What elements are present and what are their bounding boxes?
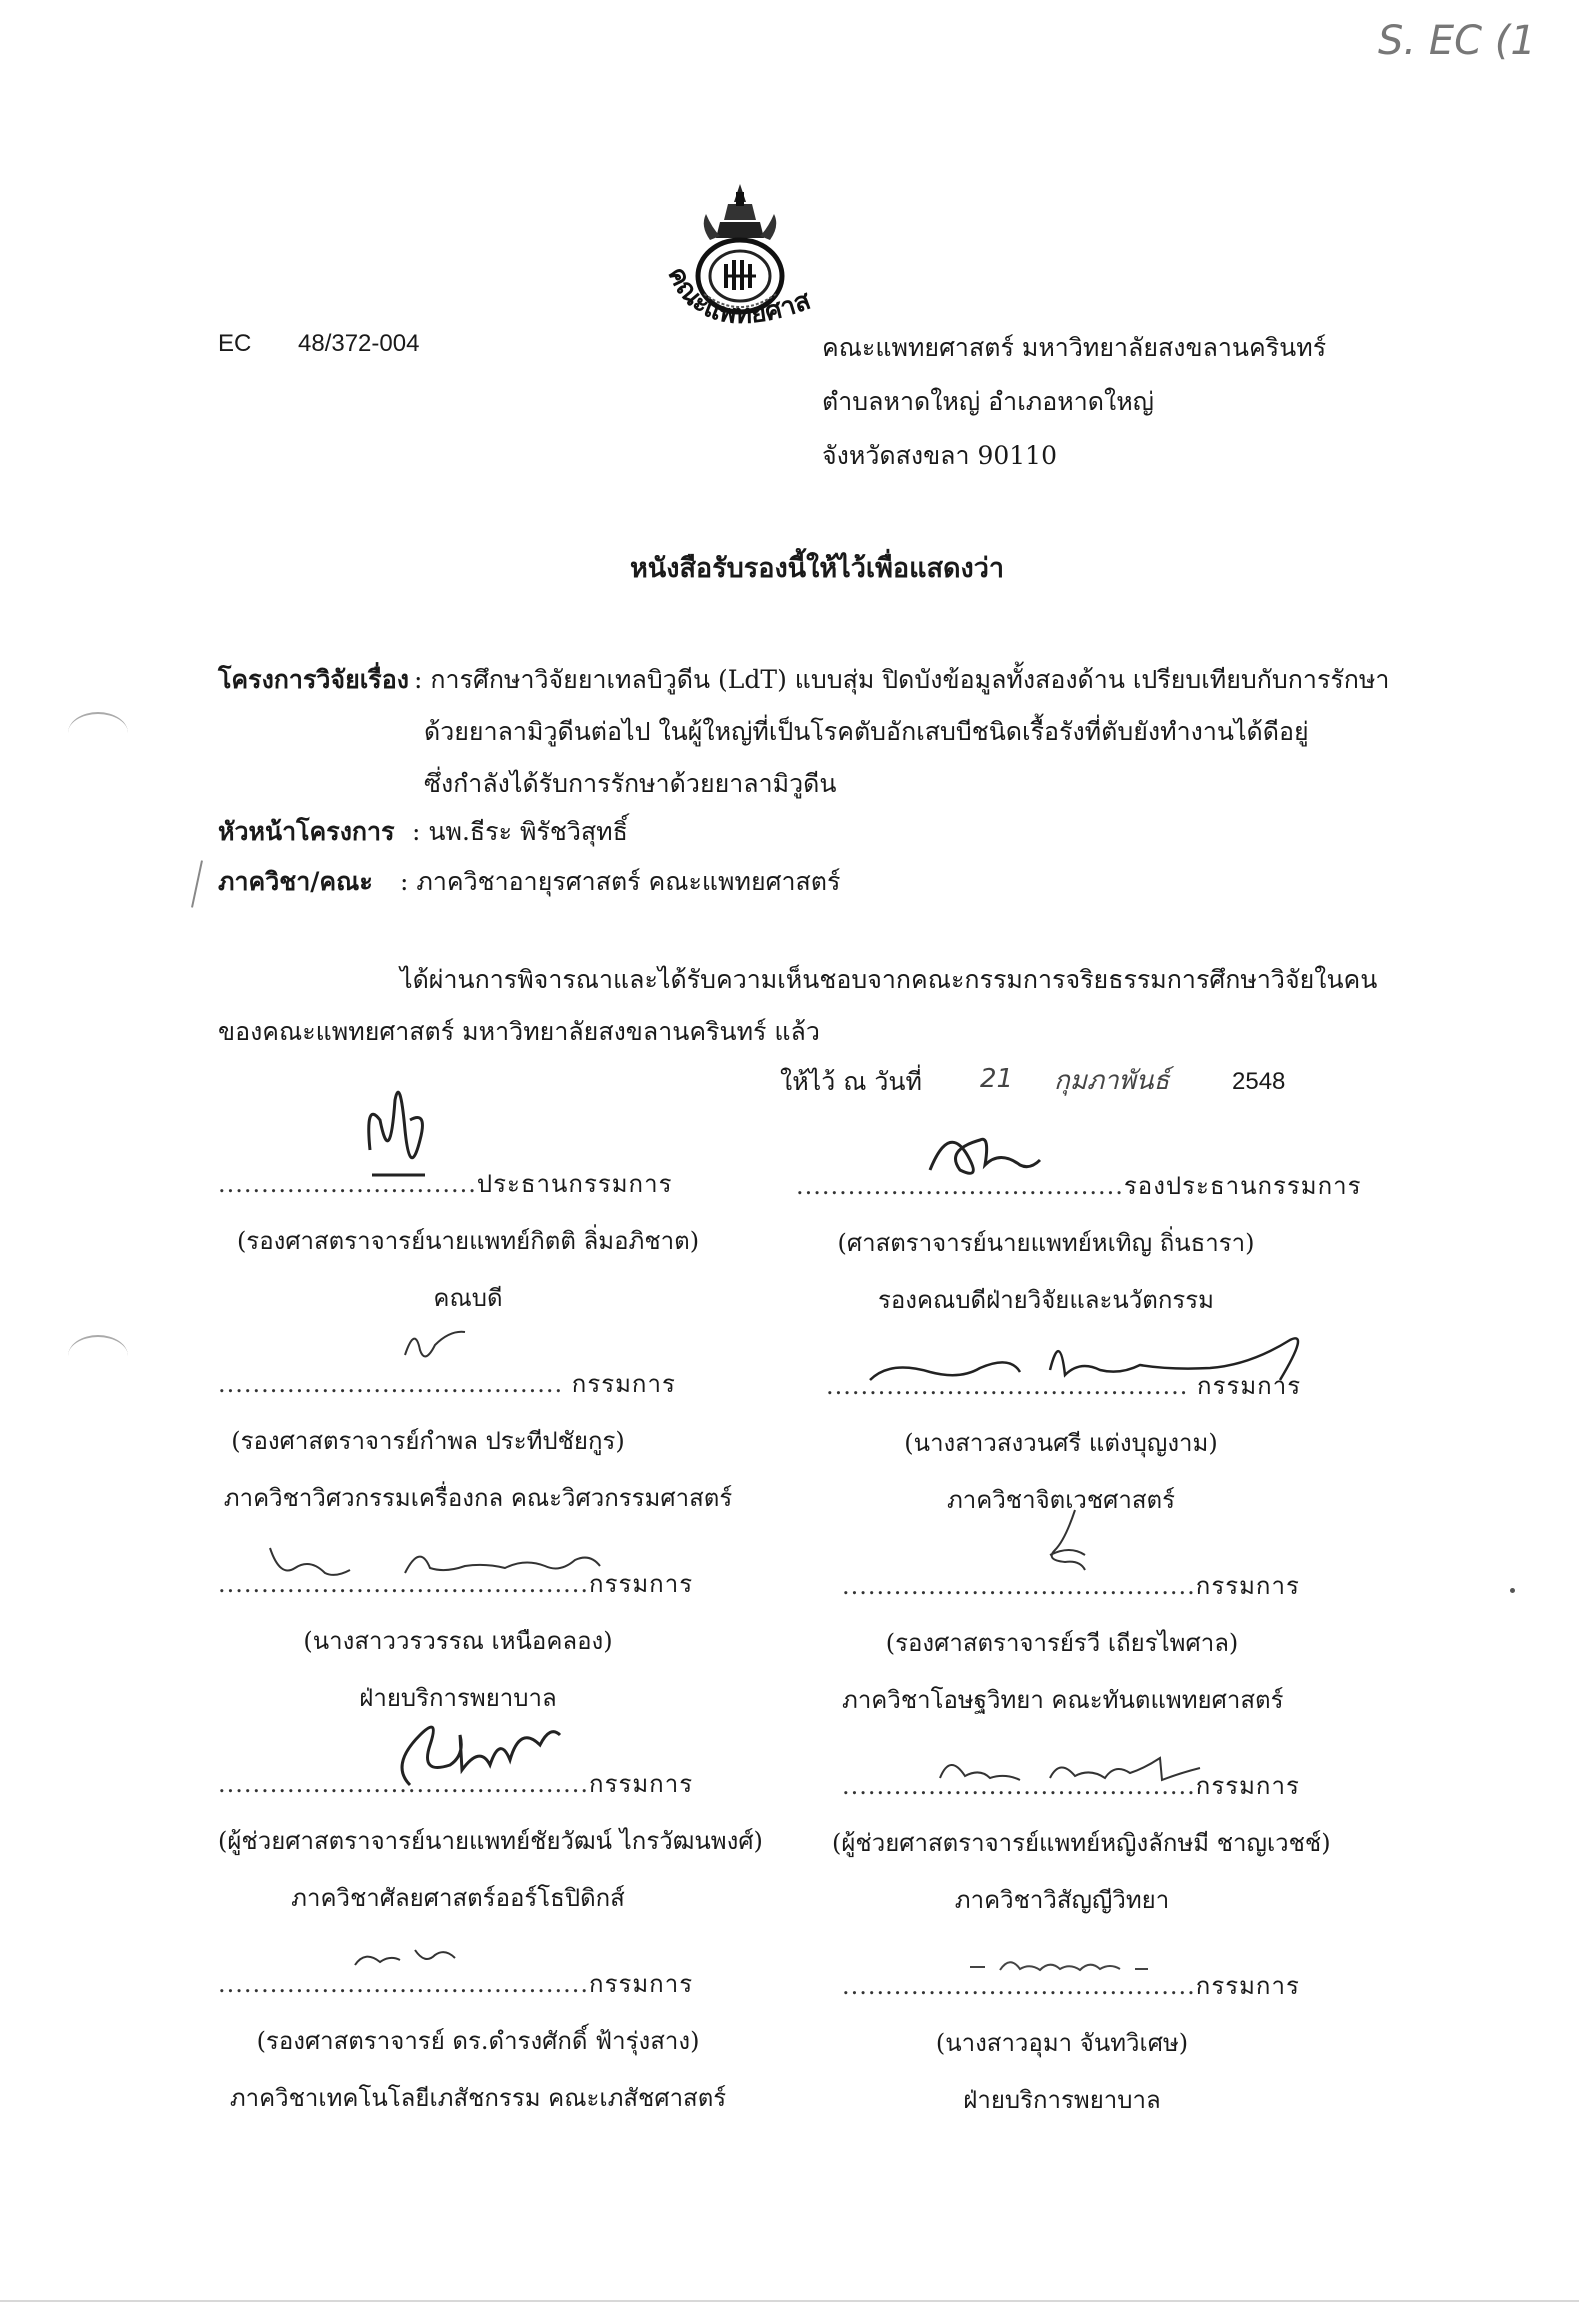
signatory-position: รองคณบดีฝ่ายวิจัยและนวัตกรรม	[877, 1286, 1215, 1314]
approval-line-2: ของคณะแพทยศาสตร์ มหาวิทยาลัยสงขลานครินทร์ แล้ว	[218, 1017, 820, 1046]
signatory-role: กรรมการ	[1195, 1772, 1300, 1800]
signatory-name: (นางสาววรวรรณ เหนือคลอง)	[303, 1627, 613, 1655]
signatory-name: (รองศาสตราจารย์รวี เถียรไพศาล)	[885, 1629, 1239, 1657]
signatory-role: กรรมการ	[589, 1970, 694, 1998]
signature-line: ...........................................	[218, 1970, 590, 1998]
signatory-member-3	[218, 1364, 778, 1517]
date-day: 21	[980, 1064, 1014, 1094]
faculty-emblem	[640, 176, 840, 356]
signatory-name: (รองศาสตราจารย์ ดร.ดำรงศักดิ์ ฟ้ารุ่งสาง)	[256, 2027, 700, 2055]
signature-line: ..........................................	[826, 1372, 1198, 1400]
signatory-role: กรรมการ	[571, 1370, 676, 1398]
signature-line: ..............................	[218, 1170, 477, 1198]
signatory-position: คณบดี	[433, 1284, 503, 1312]
signatory-member-7	[218, 1764, 778, 1917]
signature-line: ...........................................	[218, 1770, 590, 1798]
ref-number: 48/372-004	[298, 330, 420, 357]
signatory-name: (นางสาวอุมา จันทวิเศษ)	[935, 2029, 1189, 2057]
project-title-line-2: ด้วยยาลามิวูดีนต่อไป ในผู้ใหญ่ที่เป็นโรคตับอักเสบบีชนิดเรื้อรังที่ตับยังทำงานได้ดีอยู่	[424, 717, 1309, 746]
certificate-heading: หนังสือรับรองนี้ให้ไว้เพื่อแสดงว่า	[630, 553, 1005, 584]
date-month: กุมภาพันธ์	[1054, 1066, 1170, 1096]
signatory-role: กรรมการ	[589, 1770, 694, 1798]
signature-line: ........................................	[218, 1370, 572, 1398]
signatory-name: (รองศาสตราจารย์นายแพทย์กิตติ ลิ่มอภิชาต)	[236, 1227, 700, 1255]
address-line-3: จังหวัดสงขลา 90110	[822, 441, 1057, 470]
signatory-position: ภาควิชาเทคโนโลยีเภสัชกรรม คณะเภสัชศาสตร์	[229, 2084, 727, 2112]
approval-line-1: ได้ผ่านการพิจารณาและได้รับความเห็นชอบจากคณะกรรมการจริยธรรมการศึกษาวิจัยในคน	[400, 965, 1378, 994]
signatory-member-4	[826, 1366, 1386, 1519]
signatory-position: ภาควิชาวิศวกรรมเครื่องกล คณะวิศวกรรมศาสตร์	[223, 1484, 733, 1512]
ref-label: EC	[218, 330, 252, 357]
signatory-role: กรรมการ	[1197, 1372, 1302, 1400]
handwritten-corner-note: S. EC (1	[1378, 18, 1536, 64]
signatory-member-5	[218, 1564, 778, 1717]
punch-hole-mark-top	[68, 712, 128, 754]
emblem-text: คณะแพทยศาส	[661, 262, 815, 331]
date-year: 2548	[1232, 1068, 1286, 1095]
signatory-role: กรรมการ	[1195, 1572, 1300, 1600]
signatory-chair	[218, 1164, 778, 1317]
signatory-name: (นางสาวสงวนศรี แต่งบุญงาม)	[904, 1429, 1218, 1457]
project-title-line-1: : การศึกษาวิจัยยาเทลบิวูดีน (LdT) แบบสุ่ม ปิดบังข้อมูลทั้งสองด้าน เปรียบเทียบกับการรักษา	[414, 665, 1390, 694]
address-line-2: ตำบลหาดใหญ่ อำเภอหาดใหญ่	[822, 387, 1154, 416]
signatory-member-8	[832, 1766, 1402, 1919]
project-head-value: : นพ.ธีระ พิรัชวิสุทธิ์	[412, 817, 628, 846]
scan-edge-line	[0, 2300, 1579, 2302]
signature-line: ......................................	[796, 1172, 1124, 1200]
project-dept-value: : ภาควิชาอายุรศาสตร์ คณะแพทยศาสตร์	[400, 867, 841, 896]
signature-line: ...........................................	[218, 1570, 590, 1598]
signature-line: .........................................	[842, 1572, 1196, 1600]
signatory-position: ภาควิชาโอษฐวิทยา คณะทันตแพทยศาสตร์	[842, 1686, 1284, 1714]
signatory-role: ประธานกรรมการ	[476, 1170, 673, 1198]
signatory-member-9	[218, 1964, 778, 2117]
signature-line: .........................................	[842, 1972, 1196, 2000]
project-head-label: หัวหน้าโครงการ	[218, 817, 395, 846]
signatory-name: (ผู้ช่วยศาสตราจารย์นายแพทย์ชัยวัฒน์ ไกรวัฒนพงศ์)	[218, 1827, 763, 1855]
project-title-label: โครงการวิจัยเรื่อง	[218, 665, 409, 694]
signatory-name: (ศาสตราจารย์นายแพทย์หเทิญ ถิ่นธารา)	[837, 1229, 1255, 1257]
project-title-line-3: ซึ่งกำลังได้รับการรักษาด้วยยาลามิวูดีน	[424, 769, 837, 798]
signatory-member-6	[842, 1566, 1402, 1719]
signatory-position: ภาควิชาจิตเวชศาสตร์	[946, 1486, 1176, 1514]
signatory-position: ภาควิชาศัลยศาสตร์ออร์โธปิดิกส์	[291, 1884, 625, 1912]
signatory-position: ฝ่ายบริการพยาบาล	[359, 1684, 557, 1712]
margin-mark	[191, 860, 203, 907]
project-dept-label: ภาควิชา/คณะ	[218, 867, 373, 896]
signatory-name: (ผู้ช่วยศาสตราจารย์แพทย์หญิงลักษมี ชาญเวชช์)	[832, 1829, 1331, 1857]
signatory-role: กรรมการ	[589, 1570, 694, 1598]
signatory-role: รองประธานกรรมการ	[1123, 1172, 1362, 1200]
signatory-vice-chair	[796, 1166, 1362, 1319]
punch-hole-mark-bottom	[68, 1335, 128, 1377]
address-line-1: คณะแพทยศาสตร์ มหาวิทยาลัยสงขลานครินทร์	[822, 333, 1327, 362]
signatory-role: กรรมการ	[1195, 1972, 1300, 2000]
date-label: ให้ไว้ ณ วันที่	[780, 1067, 922, 1096]
signatory-name: (รองศาสตราจารย์กำพล ประทีปชัยกูร)	[231, 1427, 625, 1455]
signature-member-3	[395, 1320, 475, 1370]
signature-line: .........................................	[842, 1772, 1196, 1800]
signatory-member-10	[842, 1966, 1402, 2119]
signatory-position: ฝ่ายบริการพยาบาล	[963, 2086, 1161, 2114]
emblem-icon	[640, 176, 840, 356]
signatory-position: ภาควิชาวิสัญญีวิทยา	[954, 1886, 1170, 1914]
speck	[1510, 1588, 1515, 1593]
